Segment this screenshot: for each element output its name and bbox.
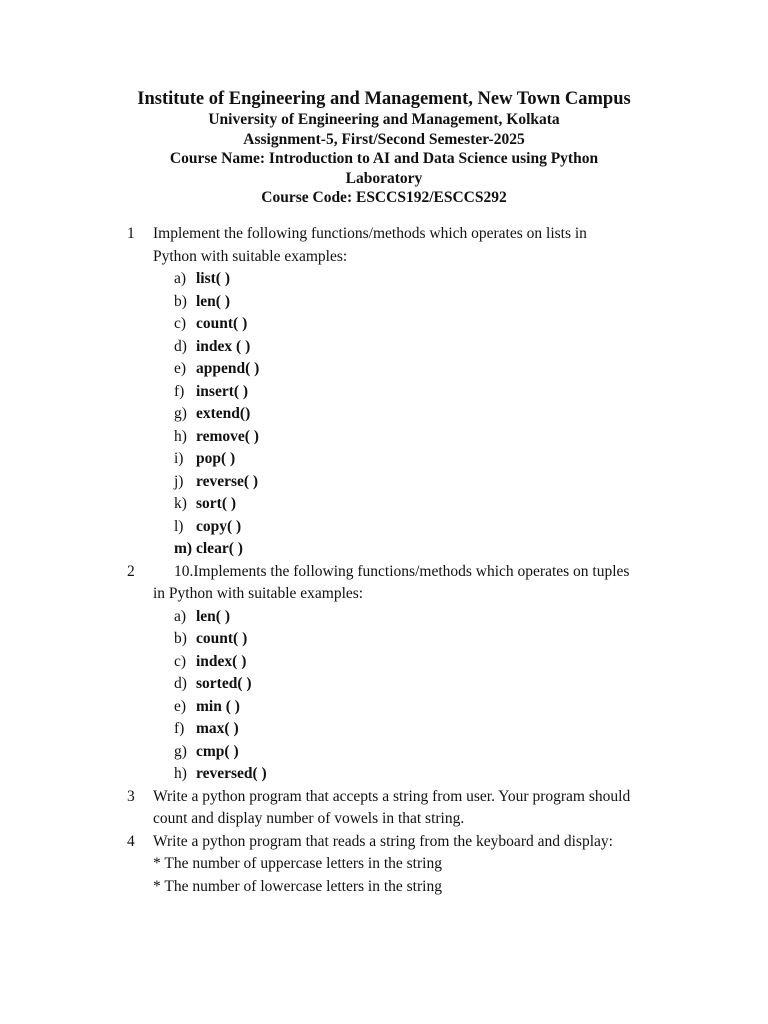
item-function: clear( ) [196,540,243,557]
item-function: insert( ) [196,382,249,400]
item-label: k) [174,495,187,512]
item-function: count( ) [196,315,248,332]
list-item [0,718,768,741]
list-item [0,628,768,651]
list-item [0,358,768,381]
question-number: 2 [127,562,135,580]
item-function: sort( ) [196,495,237,512]
list-item [0,516,768,539]
question-1 [0,223,768,561]
item-label: m) [174,540,193,557]
item-function: cmp( ) [196,742,239,760]
question-4 [0,831,768,899]
document-header [0,88,768,208]
list-item [0,471,768,494]
item-label: d) [174,337,187,355]
question-text: 10.Implements the following functions/methods which operates on tuples in Python with suitable examples: [153,562,630,602]
item-label: b) [174,630,187,647]
item-function: remove( ) [196,427,259,445]
bullet-line: * The number of uppercase letters in the string [153,855,442,872]
list-item [0,291,768,314]
list-item [0,696,768,719]
item-label: d) [174,675,187,692]
item-function: sorted( ) [196,675,252,692]
item-function: index ( ) [196,337,251,355]
item-function: list( ) [196,270,231,287]
item-function: extend() [196,405,251,422]
item-label: e) [174,697,187,715]
list-item [0,448,768,471]
item-label: a) [174,607,187,625]
item-label: h) [174,427,187,445]
item-label: e) [174,360,187,377]
question-3 [0,786,768,831]
questions-section [0,223,768,898]
list-item [0,313,768,336]
question-text: Implement the following functions/methods which operates on lists in Python with suitable examples: [153,225,587,265]
list-item [0,651,768,674]
list-item [0,673,768,696]
item-label: a) [174,270,187,287]
question-number: 4 [127,832,135,850]
list-item [0,426,768,449]
item-function: len( ) [196,292,231,310]
item-label: f) [174,382,185,400]
university-title: University of Engineering and Management, Kolkata [208,111,560,128]
list-item [0,763,768,786]
course-name-line2: Laboratory [345,169,423,187]
list-item [0,741,768,764]
question-text: Write a python program that accepts a string from user. Your program should count and display number of vowels in that string. [153,787,631,827]
question-number: 3 [127,787,135,805]
question-1-items [0,268,768,561]
item-label: i) [174,450,184,467]
assignment-title: Assignment-5, First/Second Semester-2025 [243,130,525,148]
item-label: g) [174,405,187,422]
item-function: reversed( ) [196,765,267,782]
list-item [0,268,768,291]
list-item [0,538,768,561]
item-function: max( ) [196,720,239,737]
item-label: c) [174,652,187,670]
list-item [0,336,768,359]
item-function: copy( ) [196,517,242,535]
item-label: j) [174,472,184,490]
item-label: b) [174,292,187,310]
item-label: g) [174,742,187,760]
item-function: pop( ) [196,450,236,467]
item-function: index( ) [196,652,247,670]
question-text: Write a python program that reads a string from the keyboard and display: [153,832,613,850]
course-code: Course Code: ESCCS192/ESCCS292 [261,189,507,206]
item-label: f) [174,720,185,737]
bullet-line: * The number of lowercase letters in the string [153,877,442,895]
institute-title: Institute of Engineering and Management, New Town Campus [137,89,631,109]
item-label: l) [174,517,184,535]
item-label: c) [174,315,187,332]
question-2 [0,561,768,786]
course-name-line1: Course Name: Introduction to AI and Data Science using Python [169,150,599,167]
list-item [0,606,768,629]
question-number: 1 [127,225,135,242]
item-function: append( ) [196,360,260,377]
item-function: len( ) [196,607,231,625]
item-function: min ( ) [196,697,240,715]
item-function: count( ) [196,630,248,647]
question-2-items [0,606,768,786]
list-item [0,403,768,426]
item-function: reverse( ) [196,472,259,490]
list-item [0,381,768,404]
item-label: h) [174,765,187,782]
list-item [0,493,768,516]
